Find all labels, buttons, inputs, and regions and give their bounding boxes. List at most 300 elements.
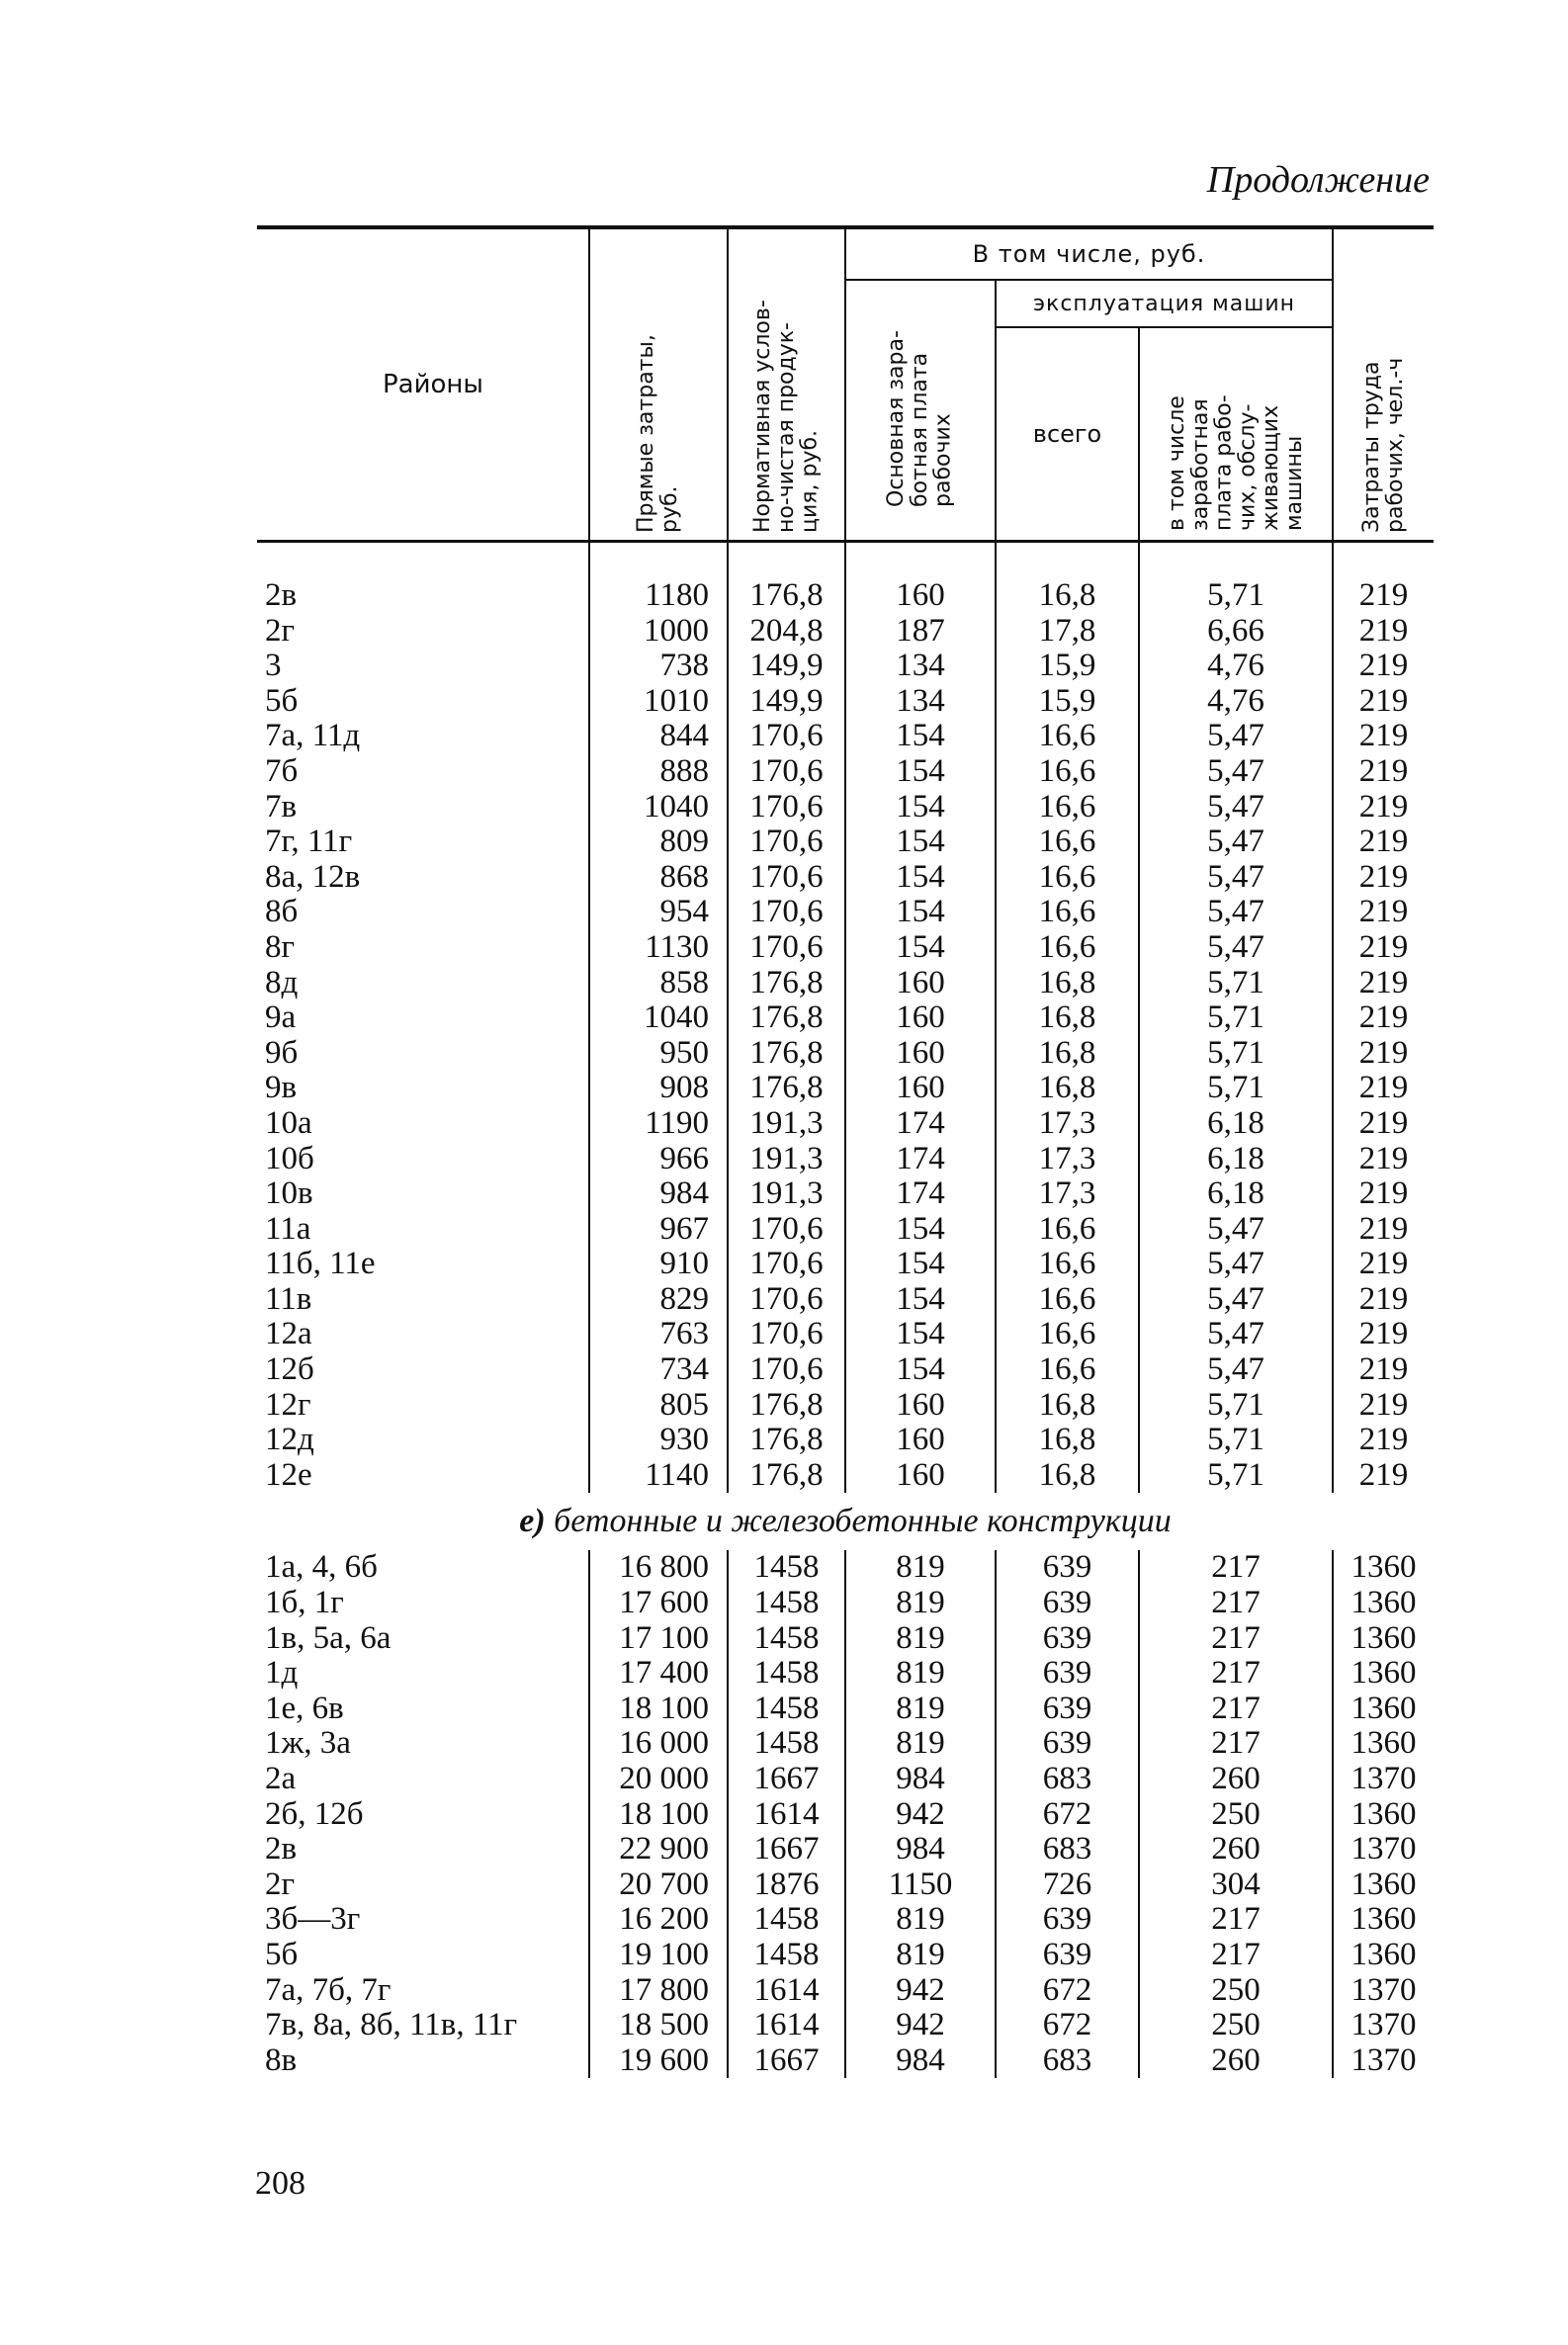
table-row bbox=[257, 1797, 1434, 1833]
value-cell: 176,8 bbox=[728, 1458, 845, 1494]
value-cell: 1667 bbox=[728, 2043, 845, 2079]
value-cell: 888 bbox=[589, 754, 728, 790]
table-row bbox=[257, 1656, 1434, 1692]
region-cell: 1е, 6в bbox=[265, 1690, 344, 1726]
value-cell: 219 bbox=[1333, 719, 1434, 754]
value-cell: 16,6 bbox=[996, 1212, 1139, 1248]
value-cell: 17 600 bbox=[589, 1586, 728, 1621]
value-cell: 5,71 bbox=[1139, 1458, 1333, 1494]
header-labor-costs-label: Затраты труда рабочих, чел.-ч bbox=[1358, 357, 1408, 533]
table-row bbox=[257, 1550, 1434, 1586]
value-cell: 17,8 bbox=[996, 614, 1139, 650]
value-cell: 170,6 bbox=[728, 825, 845, 860]
value-cell: 16,6 bbox=[996, 1317, 1139, 1352]
value-cell: 219 bbox=[1333, 1106, 1434, 1142]
value-cell: 1458 bbox=[728, 1692, 845, 1727]
value-cell: 219 bbox=[1333, 895, 1434, 930]
value-cell: 5,47 bbox=[1139, 825, 1333, 860]
region-cell: 7б bbox=[265, 752, 299, 789]
value-cell: 984 bbox=[845, 1762, 996, 1797]
table-row bbox=[257, 930, 1434, 966]
value-cell: 942 bbox=[845, 1973, 996, 2009]
value-cell: 5,71 bbox=[1139, 966, 1333, 1001]
value-cell: 5,47 bbox=[1139, 1352, 1333, 1388]
value-cell: 1130 bbox=[589, 930, 728, 966]
value-cell: 6,18 bbox=[1139, 1142, 1333, 1177]
value-cell: 1876 bbox=[728, 1867, 845, 1903]
value-cell: 149,9 bbox=[728, 684, 845, 720]
region-cell: 11а bbox=[265, 1210, 311, 1247]
table-row bbox=[257, 1692, 1434, 1727]
region-cell: 1а, 4, 6б bbox=[265, 1549, 378, 1586]
value-cell: 160 bbox=[845, 1388, 996, 1424]
value-cell: 219 bbox=[1333, 1212, 1434, 1248]
region-cell: 7а, 11д bbox=[265, 718, 361, 754]
value-cell: 967 bbox=[589, 1212, 728, 1248]
value-cell: 1000 bbox=[589, 614, 728, 650]
value-cell: 19 100 bbox=[589, 1938, 728, 1973]
value-cell: 160 bbox=[845, 966, 996, 1001]
region-cell: 7в, 8а, 8б, 11в, 11г bbox=[265, 2007, 518, 2043]
table-row bbox=[257, 649, 1434, 684]
value-cell: 5,47 bbox=[1139, 719, 1333, 754]
value-cell: 154 bbox=[845, 719, 996, 754]
region-cell: 12е bbox=[265, 1456, 312, 1493]
table-row bbox=[257, 1352, 1434, 1388]
value-cell: 219 bbox=[1333, 1423, 1434, 1458]
value-cell: 154 bbox=[845, 754, 996, 790]
value-cell: 6,66 bbox=[1139, 614, 1333, 650]
value-cell: 1614 bbox=[728, 2008, 845, 2043]
region-cell: 7г, 11г bbox=[265, 824, 353, 860]
table-row bbox=[257, 542, 1434, 614]
value-cell: 16,6 bbox=[996, 754, 1139, 790]
region-cell: 12а bbox=[265, 1316, 312, 1352]
value-cell: 219 bbox=[1333, 825, 1434, 860]
value-cell: 5,47 bbox=[1139, 895, 1333, 930]
value-cell: 16,6 bbox=[996, 1282, 1139, 1318]
value-cell: 154 bbox=[845, 1212, 996, 1248]
table-row bbox=[257, 1212, 1434, 1248]
region-cell: 9в bbox=[265, 1070, 298, 1106]
region-cell: 8а, 12в bbox=[265, 858, 361, 895]
value-cell: 16,6 bbox=[996, 895, 1139, 930]
header-regions: Районы bbox=[257, 227, 589, 542]
region-cell: 3 bbox=[265, 648, 282, 684]
table-row bbox=[257, 1423, 1434, 1458]
value-cell: 1458 bbox=[728, 1550, 845, 1586]
value-cell: 16,6 bbox=[996, 719, 1139, 754]
value-cell: 805 bbox=[589, 1388, 728, 1424]
value-cell: 829 bbox=[589, 1282, 728, 1318]
region-cell: 10а bbox=[265, 1104, 312, 1141]
value-cell: 5,47 bbox=[1139, 790, 1333, 825]
table-body-top bbox=[257, 542, 1434, 1494]
value-cell: 1140 bbox=[589, 1458, 728, 1494]
table-row bbox=[257, 1106, 1434, 1142]
value-cell: 219 bbox=[1333, 790, 1434, 825]
value-cell: 219 bbox=[1333, 860, 1434, 896]
value-cell: 219 bbox=[1333, 1282, 1434, 1318]
value-cell: 191,3 bbox=[728, 1142, 845, 1177]
table-row bbox=[257, 966, 1434, 1001]
value-cell: 16,8 bbox=[996, 966, 1139, 1001]
value-cell: 160 bbox=[845, 1071, 996, 1106]
value-cell: 5,47 bbox=[1139, 1317, 1333, 1352]
value-cell: 1458 bbox=[728, 1902, 845, 1938]
value-cell: 16,8 bbox=[996, 1000, 1139, 1036]
value-cell: 819 bbox=[845, 1902, 996, 1938]
value-cell: 17,3 bbox=[996, 1106, 1139, 1142]
region-cell: 1б, 1г bbox=[265, 1585, 344, 1621]
value-cell: 16,6 bbox=[996, 790, 1139, 825]
value-cell: 219 bbox=[1333, 966, 1434, 1001]
value-cell: 217 bbox=[1139, 1726, 1333, 1762]
value-cell: 17 100 bbox=[589, 1621, 728, 1657]
value-cell: 176,8 bbox=[728, 1388, 845, 1424]
table-row bbox=[257, 1586, 1434, 1621]
value-cell: 217 bbox=[1139, 1902, 1333, 1938]
value-cell: 6,18 bbox=[1139, 1176, 1333, 1212]
region-cell: 12д bbox=[265, 1422, 314, 1458]
value-cell: 17 400 bbox=[589, 1656, 728, 1692]
value-cell: 17,3 bbox=[996, 1176, 1139, 1212]
value-cell: 16 800 bbox=[589, 1550, 728, 1586]
value-cell: 15,9 bbox=[996, 684, 1139, 720]
value-cell: 260 bbox=[1139, 1832, 1333, 1867]
value-cell: 639 bbox=[996, 1692, 1139, 1727]
region-cell: 9б bbox=[265, 1034, 299, 1071]
value-cell: 1360 bbox=[1333, 1621, 1434, 1657]
value-cell: 984 bbox=[845, 1832, 996, 1867]
value-cell: 966 bbox=[589, 1142, 728, 1177]
value-cell: 176,8 bbox=[728, 1036, 845, 1072]
value-cell: 683 bbox=[996, 1762, 1139, 1797]
value-cell: 154 bbox=[845, 1352, 996, 1388]
value-cell: 16,6 bbox=[996, 1247, 1139, 1282]
value-cell: 1614 bbox=[728, 1797, 845, 1833]
value-cell: 984 bbox=[845, 2043, 996, 2079]
value-cell: 219 bbox=[1333, 930, 1434, 966]
value-cell: 5,71 bbox=[1139, 542, 1333, 614]
value-cell: 1667 bbox=[728, 1762, 845, 1797]
value-cell: 154 bbox=[845, 1282, 996, 1318]
value-cell: 4,76 bbox=[1139, 684, 1333, 720]
value-cell: 219 bbox=[1333, 1388, 1434, 1424]
value-cell: 1360 bbox=[1333, 1692, 1434, 1727]
region-cell: 10в bbox=[265, 1175, 313, 1212]
table-row bbox=[257, 614, 1434, 650]
table-header bbox=[257, 227, 1434, 542]
value-cell: 1360 bbox=[1333, 1550, 1434, 1586]
value-cell: 217 bbox=[1139, 1586, 1333, 1621]
value-cell: 217 bbox=[1139, 1938, 1333, 1973]
region-cell: 7в bbox=[265, 788, 298, 825]
value-cell: 170,6 bbox=[728, 895, 845, 930]
value-cell: 639 bbox=[996, 1586, 1139, 1621]
header-machines-wage bbox=[1139, 327, 1333, 542]
value-cell: 942 bbox=[845, 1797, 996, 1833]
table-row bbox=[257, 825, 1434, 860]
value-cell: 672 bbox=[996, 2008, 1139, 2043]
header-machines-total: всего bbox=[996, 327, 1139, 542]
value-cell: 672 bbox=[996, 1973, 1139, 2009]
value-cell: 219 bbox=[1333, 1000, 1434, 1036]
region-cell: 1ж, 3а bbox=[265, 1725, 351, 1762]
region-cell: 8б bbox=[265, 894, 299, 930]
value-cell: 16,8 bbox=[996, 1071, 1139, 1106]
value-cell: 134 bbox=[845, 684, 996, 720]
value-cell: 170,6 bbox=[728, 930, 845, 966]
value-cell: 250 bbox=[1139, 2008, 1333, 2043]
region-cell: 7а, 7б, 7г bbox=[265, 1971, 392, 2008]
value-cell: 191,3 bbox=[728, 1176, 845, 1212]
section-divider bbox=[257, 1493, 1434, 1550]
value-cell: 16,8 bbox=[996, 542, 1139, 614]
value-cell: 910 bbox=[589, 1247, 728, 1282]
value-cell: 1458 bbox=[728, 1726, 845, 1762]
value-cell: 250 bbox=[1139, 1797, 1333, 1833]
value-cell: 639 bbox=[996, 1938, 1139, 1973]
region-cell: 2г bbox=[265, 1866, 296, 1902]
value-cell: 16,6 bbox=[996, 860, 1139, 896]
value-cell: 187 bbox=[845, 614, 996, 650]
value-cell: 219 bbox=[1333, 1317, 1434, 1352]
value-cell: 170,6 bbox=[728, 754, 845, 790]
region-cell: 1в, 5а, 6а bbox=[265, 1619, 392, 1656]
table-row bbox=[257, 790, 1434, 825]
value-cell: 219 bbox=[1333, 1071, 1434, 1106]
value-cell: 170,6 bbox=[728, 1317, 845, 1352]
value-cell: 1360 bbox=[1333, 1902, 1434, 1938]
value-cell: 250 bbox=[1139, 1973, 1333, 2009]
value-cell: 763 bbox=[589, 1317, 728, 1352]
value-cell: 160 bbox=[845, 1036, 996, 1072]
value-cell: 5,47 bbox=[1139, 1247, 1333, 1282]
value-cell: 219 bbox=[1333, 614, 1434, 650]
table-row bbox=[257, 1247, 1434, 1282]
table-row bbox=[257, 1071, 1434, 1106]
section-title: бетонные и железобетонные конструкции bbox=[554, 1503, 1172, 1540]
value-cell: 1370 bbox=[1333, 1973, 1434, 2009]
value-cell: 738 bbox=[589, 649, 728, 684]
value-cell: 819 bbox=[845, 1938, 996, 1973]
value-cell: 930 bbox=[589, 1423, 728, 1458]
value-cell: 5,71 bbox=[1139, 1036, 1333, 1072]
table-row bbox=[257, 1142, 1434, 1177]
table-row bbox=[257, 1973, 1434, 2009]
value-cell: 17,3 bbox=[996, 1142, 1139, 1177]
value-cell: 18 500 bbox=[589, 2008, 728, 2043]
value-cell: 5,47 bbox=[1139, 1282, 1333, 1318]
table-row bbox=[257, 1726, 1434, 1762]
value-cell: 217 bbox=[1139, 1621, 1333, 1657]
value-cell: 639 bbox=[996, 1621, 1139, 1657]
header-group-machines: эксплуатация машин bbox=[996, 280, 1333, 327]
value-cell: 639 bbox=[996, 1550, 1139, 1586]
value-cell: 4,76 bbox=[1139, 649, 1333, 684]
value-cell: 154 bbox=[845, 860, 996, 896]
value-cell: 170,6 bbox=[728, 860, 845, 896]
value-cell: 134 bbox=[845, 649, 996, 684]
value-cell: 191,3 bbox=[728, 1106, 845, 1142]
table-row bbox=[257, 2008, 1434, 2043]
value-cell: 1040 bbox=[589, 1000, 728, 1036]
region-cell: 5б bbox=[265, 1936, 299, 1972]
value-cell: 219 bbox=[1333, 754, 1434, 790]
header-machines-wage-label: в том числе заработная плата рабо- чих, обслу- живающих машины bbox=[1164, 394, 1307, 531]
value-cell: 217 bbox=[1139, 1550, 1333, 1586]
value-cell: 1360 bbox=[1333, 1797, 1434, 1833]
value-cell: 170,6 bbox=[728, 719, 845, 754]
value-cell: 176,8 bbox=[728, 1423, 845, 1458]
table-row bbox=[257, 719, 1434, 754]
value-cell: 5,47 bbox=[1139, 860, 1333, 896]
value-cell: 819 bbox=[845, 1550, 996, 1586]
region-cell: 8г bbox=[265, 928, 296, 965]
value-cell: 160 bbox=[845, 1458, 996, 1494]
value-cell: 5,71 bbox=[1139, 1388, 1333, 1424]
value-cell: 1370 bbox=[1333, 1762, 1434, 1797]
section-title-row bbox=[257, 1493, 1434, 1550]
value-cell: 176,8 bbox=[728, 1000, 845, 1036]
value-cell: 170,6 bbox=[728, 1352, 845, 1388]
region-cell: 5б bbox=[265, 682, 299, 719]
value-cell: 1180 bbox=[589, 542, 728, 614]
value-cell: 1010 bbox=[589, 684, 728, 720]
value-cell: 1458 bbox=[728, 1586, 845, 1621]
header-base-wage bbox=[845, 280, 996, 542]
value-cell: 260 bbox=[1139, 1762, 1333, 1797]
value-cell: 149,9 bbox=[728, 649, 845, 684]
header-labor-costs bbox=[1333, 227, 1434, 542]
table-row bbox=[257, 895, 1434, 930]
region-cell: 12г bbox=[265, 1386, 311, 1423]
value-cell: 219 bbox=[1333, 1458, 1434, 1494]
value-cell: 219 bbox=[1333, 1247, 1434, 1282]
value-cell: 1360 bbox=[1333, 1938, 1434, 1973]
value-cell: 154 bbox=[845, 930, 996, 966]
region-cell: 12б bbox=[265, 1351, 314, 1388]
value-cell: 954 bbox=[589, 895, 728, 930]
value-cell: 858 bbox=[589, 966, 728, 1001]
value-cell: 1458 bbox=[728, 1656, 845, 1692]
value-cell: 16,8 bbox=[996, 1458, 1139, 1494]
table-row bbox=[257, 1176, 1434, 1212]
value-cell: 1360 bbox=[1333, 1867, 1434, 1903]
value-cell: 260 bbox=[1139, 2043, 1333, 2079]
value-cell: 908 bbox=[589, 1071, 728, 1106]
header-normative-product bbox=[728, 227, 845, 542]
value-cell: 217 bbox=[1139, 1656, 1333, 1692]
value-cell: 1370 bbox=[1333, 2008, 1434, 2043]
value-cell: 170,6 bbox=[728, 790, 845, 825]
value-cell: 170,6 bbox=[728, 1282, 845, 1318]
value-cell: 160 bbox=[845, 1423, 996, 1458]
value-cell: 819 bbox=[845, 1586, 996, 1621]
value-cell: 174 bbox=[845, 1176, 996, 1212]
value-cell: 170,6 bbox=[728, 1212, 845, 1248]
value-cell: 683 bbox=[996, 2043, 1139, 2079]
table-row bbox=[257, 1317, 1434, 1352]
value-cell: 1360 bbox=[1333, 1586, 1434, 1621]
value-cell: 639 bbox=[996, 1902, 1139, 1938]
value-cell: 5,47 bbox=[1139, 754, 1333, 790]
value-cell: 18 100 bbox=[589, 1797, 728, 1833]
value-cell: 984 bbox=[589, 1176, 728, 1212]
value-cell: 174 bbox=[845, 1106, 996, 1142]
value-cell: 16,8 bbox=[996, 1036, 1139, 1072]
value-cell: 868 bbox=[589, 860, 728, 896]
value-cell: 819 bbox=[845, 1621, 996, 1657]
value-cell: 1370 bbox=[1333, 2043, 1434, 2079]
value-cell: 672 bbox=[996, 1797, 1139, 1833]
table-row bbox=[257, 684, 1434, 720]
region-cell: 2г bbox=[265, 612, 296, 649]
value-cell: 219 bbox=[1333, 542, 1434, 614]
header-direct-costs-label: Прямые затраты, руб. bbox=[634, 334, 682, 533]
value-cell: 176,8 bbox=[728, 542, 845, 614]
value-cell: 1458 bbox=[728, 1938, 845, 1973]
value-cell: 639 bbox=[996, 1656, 1139, 1692]
continuation-label: Продолжение bbox=[1206, 159, 1430, 201]
table-body-bottom bbox=[257, 1550, 1434, 2078]
value-cell: 683 bbox=[996, 1832, 1139, 1867]
value-cell: 6,18 bbox=[1139, 1106, 1333, 1142]
table-row bbox=[257, 1458, 1434, 1494]
value-cell: 819 bbox=[845, 1692, 996, 1727]
value-cell: 176,8 bbox=[728, 1071, 845, 1106]
region-cell: 10б bbox=[265, 1140, 314, 1176]
value-cell: 16 000 bbox=[589, 1726, 728, 1762]
page-number: 208 bbox=[255, 2165, 305, 2202]
value-cell: 219 bbox=[1333, 1176, 1434, 1212]
region-cell: 8д bbox=[265, 964, 299, 1000]
header-group-including: В том числе, руб. bbox=[845, 227, 1333, 280]
value-cell: 176,8 bbox=[728, 966, 845, 1001]
region-cell: 3б—3г bbox=[265, 1901, 361, 1938]
table-row bbox=[257, 1036, 1434, 1072]
value-cell: 304 bbox=[1139, 1867, 1333, 1903]
value-cell: 19 600 bbox=[589, 2043, 728, 2079]
table-row bbox=[257, 2043, 1434, 2079]
value-cell: 160 bbox=[845, 1000, 996, 1036]
value-cell: 20 700 bbox=[589, 1867, 728, 1903]
region-cell: 11в bbox=[265, 1280, 312, 1317]
table-row bbox=[257, 1000, 1434, 1036]
table-row bbox=[257, 1902, 1434, 1938]
value-cell: 1360 bbox=[1333, 1656, 1434, 1692]
region-cell: 8в bbox=[265, 2041, 298, 2078]
region-cell: 1д bbox=[265, 1655, 299, 1692]
value-cell: 639 bbox=[996, 1726, 1139, 1762]
value-cell: 20 000 bbox=[589, 1762, 728, 1797]
header-base-wage-label: Основная зара- ботная плата рабочих bbox=[884, 330, 956, 507]
value-cell: 204,8 bbox=[728, 614, 845, 650]
table-row bbox=[257, 1762, 1434, 1797]
table-row bbox=[257, 1388, 1434, 1424]
region-cell: 2б, 12б bbox=[265, 1795, 364, 1832]
region-cell: 2а bbox=[265, 1761, 297, 1796]
value-cell: 16,6 bbox=[996, 1352, 1139, 1388]
cost-table bbox=[257, 225, 1434, 2078]
value-cell: 219 bbox=[1333, 1142, 1434, 1177]
value-cell: 16,8 bbox=[996, 1423, 1139, 1458]
value-cell: 15,9 bbox=[996, 649, 1139, 684]
value-cell: 154 bbox=[845, 790, 996, 825]
table-row bbox=[257, 754, 1434, 790]
section-marker: е) bbox=[519, 1503, 546, 1540]
